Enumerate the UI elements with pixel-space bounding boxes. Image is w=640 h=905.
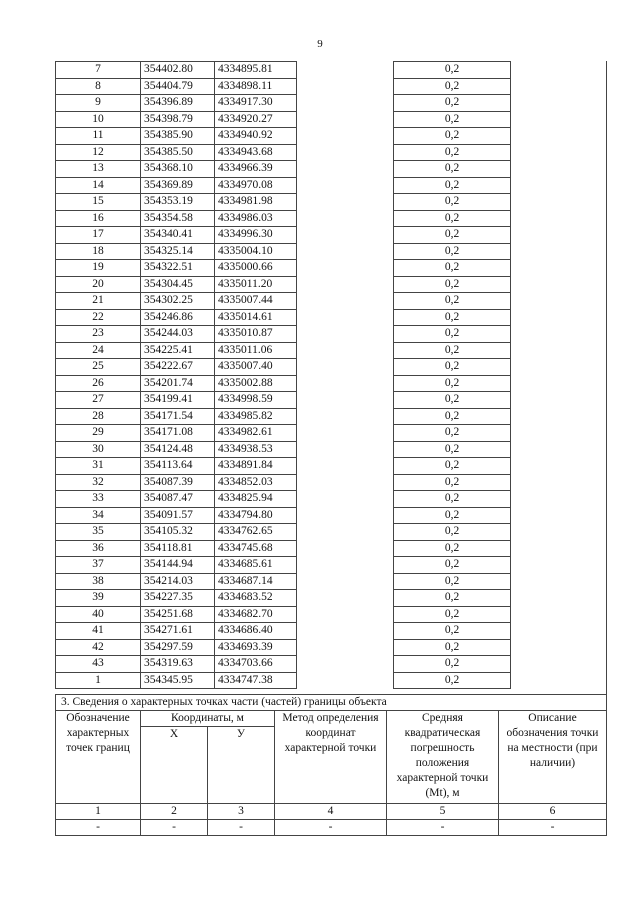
table-row bbox=[56, 441, 618, 458]
description-cell bbox=[511, 458, 618, 475]
accuracy-cell: 0,2 bbox=[394, 227, 511, 244]
empty-data-row bbox=[56, 820, 607, 836]
y-coordinate-cell: 4334825.94 bbox=[215, 491, 297, 508]
y-coordinate-cell: 4335007.40 bbox=[215, 359, 297, 376]
table-row bbox=[56, 177, 618, 194]
method-cell bbox=[297, 375, 394, 392]
table-row bbox=[56, 408, 618, 425]
table-row bbox=[56, 672, 618, 689]
description-cell bbox=[511, 557, 618, 574]
y-coordinate-cell: 4334852.03 bbox=[215, 474, 297, 491]
point-number-cell: 38 bbox=[56, 573, 141, 590]
x-coordinate-cell: 354354.58 bbox=[141, 210, 215, 227]
method-cell bbox=[297, 392, 394, 409]
x-coordinate-cell: 354201.74 bbox=[141, 375, 215, 392]
accuracy-cell: 0,2 bbox=[394, 656, 511, 673]
point-number-cell: 24 bbox=[56, 342, 141, 359]
y-coordinate-cell: 4334940.92 bbox=[215, 128, 297, 145]
method-cell bbox=[297, 243, 394, 260]
point-number-cell: 17 bbox=[56, 227, 141, 244]
point-number-cell: 23 bbox=[56, 326, 141, 343]
accuracy-cell: 0,2 bbox=[394, 392, 511, 409]
method-cell bbox=[297, 326, 394, 343]
header-method: Метод определения координат характерной точки bbox=[275, 711, 387, 804]
y-coordinate-cell: 4334981.98 bbox=[215, 194, 297, 211]
method-cell bbox=[297, 623, 394, 640]
method-cell bbox=[297, 573, 394, 590]
description-cell bbox=[511, 293, 618, 310]
point-number-cell: 32 bbox=[56, 474, 141, 491]
accuracy-cell: 0,2 bbox=[394, 62, 511, 79]
y-coordinate-cell: 4335014.61 bbox=[215, 309, 297, 326]
description-cell bbox=[511, 210, 618, 227]
point-number-cell: 33 bbox=[56, 491, 141, 508]
point-number-cell: 28 bbox=[56, 408, 141, 425]
x-coordinate-cell: 354369.89 bbox=[141, 177, 215, 194]
method-cell bbox=[297, 408, 394, 425]
x-coordinate-cell: 354087.47 bbox=[141, 491, 215, 508]
point-number-cell: 30 bbox=[56, 441, 141, 458]
accuracy-cell: 0,2 bbox=[394, 243, 511, 260]
table-row bbox=[56, 375, 618, 392]
point-number-cell: 12 bbox=[56, 144, 141, 161]
point-number-cell: 11 bbox=[56, 128, 141, 145]
method-cell bbox=[297, 590, 394, 607]
accuracy-cell: 0,2 bbox=[394, 408, 511, 425]
y-coordinate-cell: 4335000.66 bbox=[215, 260, 297, 277]
y-coordinate-cell: 4334982.61 bbox=[215, 425, 297, 442]
table-row bbox=[56, 260, 618, 277]
accuracy-cell: 0,2 bbox=[394, 194, 511, 211]
x-coordinate-cell: 354304.45 bbox=[141, 276, 215, 293]
method-cell bbox=[297, 458, 394, 475]
point-number-cell: 18 bbox=[56, 243, 141, 260]
description-cell bbox=[511, 408, 618, 425]
point-number-cell: 19 bbox=[56, 260, 141, 277]
method-cell bbox=[297, 524, 394, 541]
table-row bbox=[56, 524, 618, 541]
x-coordinate-cell: 354297.59 bbox=[141, 639, 215, 656]
table-row bbox=[56, 392, 618, 409]
y-coordinate-cell: 4334686.40 bbox=[215, 623, 297, 640]
method-cell bbox=[297, 95, 394, 112]
x-coordinate-cell: 354322.51 bbox=[141, 260, 215, 277]
table-row bbox=[56, 161, 618, 178]
description-cell bbox=[511, 672, 618, 689]
method-cell bbox=[297, 210, 394, 227]
method-cell bbox=[297, 639, 394, 656]
description-cell bbox=[511, 309, 618, 326]
table-row bbox=[56, 656, 618, 673]
accuracy-cell: 0,2 bbox=[394, 441, 511, 458]
x-coordinate-cell: 354353.19 bbox=[141, 194, 215, 211]
point-number-cell: 35 bbox=[56, 524, 141, 541]
description-cell bbox=[511, 144, 618, 161]
y-coordinate-cell: 4334685.61 bbox=[215, 557, 297, 574]
point-number-cell: 42 bbox=[56, 639, 141, 656]
point-number-cell: 40 bbox=[56, 606, 141, 623]
point-number-cell: 14 bbox=[56, 177, 141, 194]
column-number: 2 bbox=[141, 804, 208, 820]
table-row bbox=[56, 210, 618, 227]
accuracy-cell: 0,2 bbox=[394, 144, 511, 161]
method-cell bbox=[297, 161, 394, 178]
method-cell bbox=[297, 606, 394, 623]
method-cell bbox=[297, 62, 394, 79]
accuracy-cell: 0,2 bbox=[394, 95, 511, 112]
header-y: У bbox=[208, 727, 275, 804]
description-cell bbox=[511, 95, 618, 112]
table-row bbox=[56, 95, 618, 112]
x-coordinate-cell: 354118.81 bbox=[141, 540, 215, 557]
column-number: 5 bbox=[387, 804, 499, 820]
description-cell bbox=[511, 177, 618, 194]
table-row bbox=[56, 540, 618, 557]
description-cell bbox=[511, 260, 618, 277]
accuracy-cell: 0,2 bbox=[394, 260, 511, 277]
description-cell bbox=[511, 623, 618, 640]
table-row bbox=[56, 342, 618, 359]
accuracy-cell: 0,2 bbox=[394, 458, 511, 475]
y-coordinate-cell: 4334687.14 bbox=[215, 573, 297, 590]
description-cell bbox=[511, 161, 618, 178]
accuracy-cell: 0,2 bbox=[394, 161, 511, 178]
x-coordinate-cell: 354325.14 bbox=[141, 243, 215, 260]
table-row bbox=[56, 557, 618, 574]
y-coordinate-cell: 4334891.84 bbox=[215, 458, 297, 475]
y-coordinate-cell: 4335010.87 bbox=[215, 326, 297, 343]
table-row bbox=[56, 111, 618, 128]
y-coordinate-cell: 4334917.30 bbox=[215, 95, 297, 112]
accuracy-cell: 0,2 bbox=[394, 128, 511, 145]
y-coordinate-cell: 4335002.88 bbox=[215, 375, 297, 392]
point-number-cell: 41 bbox=[56, 623, 141, 640]
method-cell bbox=[297, 491, 394, 508]
method-cell bbox=[297, 309, 394, 326]
point-number-cell: 31 bbox=[56, 458, 141, 475]
empty-cell: - bbox=[56, 820, 141, 836]
x-coordinate-cell: 354385.50 bbox=[141, 144, 215, 161]
header-coordinates: Координаты, м bbox=[141, 711, 275, 727]
description-cell bbox=[511, 392, 618, 409]
method-cell bbox=[297, 672, 394, 689]
table-row bbox=[56, 590, 618, 607]
page-number: 9 bbox=[317, 38, 323, 50]
table-row bbox=[56, 293, 618, 310]
x-coordinate-cell: 354345.95 bbox=[141, 672, 215, 689]
section3-title: 3. Сведения о характерных точках части (частей) границы объекта bbox=[56, 695, 607, 711]
accuracy-cell: 0,2 bbox=[394, 342, 511, 359]
table-row bbox=[56, 276, 618, 293]
header-x: Х bbox=[141, 727, 208, 804]
accuracy-cell: 0,2 bbox=[394, 309, 511, 326]
accuracy-cell: 0,2 bbox=[394, 375, 511, 392]
y-coordinate-cell: 4334895.81 bbox=[215, 62, 297, 79]
point-number-cell: 20 bbox=[56, 276, 141, 293]
accuracy-cell: 0,2 bbox=[394, 293, 511, 310]
y-coordinate-cell: 4334943.68 bbox=[215, 144, 297, 161]
x-coordinate-cell: 354171.54 bbox=[141, 408, 215, 425]
y-coordinate-cell: 4334920.27 bbox=[215, 111, 297, 128]
x-coordinate-cell: 354171.08 bbox=[141, 425, 215, 442]
y-coordinate-cell: 4334682.70 bbox=[215, 606, 297, 623]
accuracy-cell: 0,2 bbox=[394, 177, 511, 194]
description-cell bbox=[511, 342, 618, 359]
y-coordinate-cell: 4334970.08 bbox=[215, 177, 297, 194]
x-coordinate-cell: 354319.63 bbox=[141, 656, 215, 673]
accuracy-cell: 0,2 bbox=[394, 425, 511, 442]
x-coordinate-cell: 354385.90 bbox=[141, 128, 215, 145]
accuracy-cell: 0,2 bbox=[394, 474, 511, 491]
description-cell bbox=[511, 128, 618, 145]
x-coordinate-cell: 354368.10 bbox=[141, 161, 215, 178]
description-cell bbox=[511, 507, 618, 524]
accuracy-cell: 0,2 bbox=[394, 491, 511, 508]
column-number: 4 bbox=[275, 804, 387, 820]
method-cell bbox=[297, 342, 394, 359]
x-coordinate-cell: 354302.25 bbox=[141, 293, 215, 310]
y-coordinate-cell: 4334938.53 bbox=[215, 441, 297, 458]
column-number: 1 bbox=[56, 804, 141, 820]
method-cell bbox=[297, 656, 394, 673]
accuracy-cell: 0,2 bbox=[394, 672, 511, 689]
point-number-cell: 13 bbox=[56, 161, 141, 178]
x-coordinate-cell: 354244.03 bbox=[141, 326, 215, 343]
method-cell bbox=[297, 177, 394, 194]
empty-cell: - bbox=[275, 820, 387, 836]
table-row bbox=[56, 425, 618, 442]
description-cell bbox=[511, 474, 618, 491]
description-cell bbox=[511, 276, 618, 293]
accuracy-cell: 0,2 bbox=[394, 557, 511, 574]
accuracy-cell: 0,2 bbox=[394, 623, 511, 640]
point-number-cell: 34 bbox=[56, 507, 141, 524]
y-coordinate-cell: 4334996.30 bbox=[215, 227, 297, 244]
description-cell bbox=[511, 243, 618, 260]
method-cell bbox=[297, 425, 394, 442]
x-coordinate-cell: 354113.64 bbox=[141, 458, 215, 475]
accuracy-cell: 0,2 bbox=[394, 573, 511, 590]
table-row bbox=[56, 359, 618, 376]
method-cell bbox=[297, 78, 394, 95]
y-coordinate-cell: 4334985.82 bbox=[215, 408, 297, 425]
table-row bbox=[56, 128, 618, 145]
accuracy-cell: 0,2 bbox=[394, 210, 511, 227]
table-row bbox=[56, 62, 618, 79]
point-number-cell: 7 bbox=[56, 62, 141, 79]
point-number-cell: 15 bbox=[56, 194, 141, 211]
table-right-border bbox=[606, 61, 607, 694]
x-coordinate-cell: 354144.94 bbox=[141, 557, 215, 574]
x-coordinate-cell: 354214.03 bbox=[141, 573, 215, 590]
column-number-row bbox=[56, 804, 607, 820]
accuracy-cell: 0,2 bbox=[394, 276, 511, 293]
y-coordinate-cell: 4335011.06 bbox=[215, 342, 297, 359]
y-coordinate-cell: 4334747.38 bbox=[215, 672, 297, 689]
x-coordinate-cell: 354199.41 bbox=[141, 392, 215, 409]
x-coordinate-cell: 354087.39 bbox=[141, 474, 215, 491]
point-number-cell: 27 bbox=[56, 392, 141, 409]
point-number-cell: 39 bbox=[56, 590, 141, 607]
description-cell bbox=[511, 326, 618, 343]
description-cell bbox=[511, 359, 618, 376]
point-number-cell: 43 bbox=[56, 656, 141, 673]
description-cell bbox=[511, 227, 618, 244]
point-number-cell: 29 bbox=[56, 425, 141, 442]
description-cell bbox=[511, 111, 618, 128]
table-row bbox=[56, 309, 618, 326]
x-coordinate-cell: 354105.32 bbox=[141, 524, 215, 541]
table-row bbox=[56, 326, 618, 343]
y-coordinate-cell: 4334966.39 bbox=[215, 161, 297, 178]
point-number-cell: 26 bbox=[56, 375, 141, 392]
table-row bbox=[56, 78, 618, 95]
header-description: Описание обозначения точки на местности (при наличии) bbox=[499, 711, 607, 804]
description-cell bbox=[511, 606, 618, 623]
accuracy-cell: 0,2 bbox=[394, 590, 511, 607]
x-coordinate-cell: 354402.80 bbox=[141, 62, 215, 79]
method-cell bbox=[297, 276, 394, 293]
description-cell bbox=[511, 573, 618, 590]
y-coordinate-cell: 4335004.10 bbox=[215, 243, 297, 260]
method-cell bbox=[297, 194, 394, 211]
empty-cell: - bbox=[208, 820, 275, 836]
table-row bbox=[56, 623, 618, 640]
header-designation: Обозначение характерных точек границ bbox=[56, 711, 141, 804]
section3-table bbox=[55, 694, 607, 836]
point-number-cell: 16 bbox=[56, 210, 141, 227]
accuracy-cell: 0,2 bbox=[394, 111, 511, 128]
y-coordinate-cell: 4334998.59 bbox=[215, 392, 297, 409]
method-cell bbox=[297, 507, 394, 524]
point-number-cell: 8 bbox=[56, 78, 141, 95]
method-cell bbox=[297, 128, 394, 145]
x-coordinate-cell: 354246.86 bbox=[141, 309, 215, 326]
point-number-cell: 36 bbox=[56, 540, 141, 557]
table-row bbox=[56, 606, 618, 623]
point-number-cell: 9 bbox=[56, 95, 141, 112]
accuracy-cell: 0,2 bbox=[394, 639, 511, 656]
description-cell bbox=[511, 62, 618, 79]
accuracy-cell: 0,2 bbox=[394, 507, 511, 524]
x-coordinate-cell: 354251.68 bbox=[141, 606, 215, 623]
description-cell bbox=[511, 441, 618, 458]
y-coordinate-cell: 4335007.44 bbox=[215, 293, 297, 310]
x-coordinate-cell: 354398.79 bbox=[141, 111, 215, 128]
y-coordinate-cell: 4334898.11 bbox=[215, 78, 297, 95]
method-cell bbox=[297, 441, 394, 458]
method-cell bbox=[297, 293, 394, 310]
x-coordinate-cell: 354271.61 bbox=[141, 623, 215, 640]
x-coordinate-cell: 354396.89 bbox=[141, 95, 215, 112]
x-coordinate-cell: 354404.79 bbox=[141, 78, 215, 95]
method-cell bbox=[297, 359, 394, 376]
description-cell bbox=[511, 491, 618, 508]
header-accuracy: Средняя квадратическая погрешность положения характерной точки (Mt), м bbox=[387, 711, 499, 804]
y-coordinate-cell: 4334762.65 bbox=[215, 524, 297, 541]
accuracy-cell: 0,2 bbox=[394, 359, 511, 376]
point-number-cell: 37 bbox=[56, 557, 141, 574]
table-row bbox=[56, 458, 618, 475]
method-cell bbox=[297, 540, 394, 557]
description-cell bbox=[511, 590, 618, 607]
coordinates-table bbox=[55, 61, 617, 689]
y-coordinate-cell: 4334986.03 bbox=[215, 210, 297, 227]
description-cell bbox=[511, 656, 618, 673]
x-coordinate-cell: 354340.41 bbox=[141, 227, 215, 244]
table-row bbox=[56, 639, 618, 656]
column-number: 6 bbox=[499, 804, 607, 820]
x-coordinate-cell: 354225.41 bbox=[141, 342, 215, 359]
y-coordinate-cell: 4334703.66 bbox=[215, 656, 297, 673]
accuracy-cell: 0,2 bbox=[394, 606, 511, 623]
table-row bbox=[56, 144, 618, 161]
accuracy-cell: 0,2 bbox=[394, 540, 511, 557]
y-coordinate-cell: 4334794.80 bbox=[215, 507, 297, 524]
description-cell bbox=[511, 540, 618, 557]
method-cell bbox=[297, 474, 394, 491]
y-coordinate-cell: 4335011.20 bbox=[215, 276, 297, 293]
method-cell bbox=[297, 227, 394, 244]
point-number-cell: 10 bbox=[56, 111, 141, 128]
x-coordinate-cell: 354222.67 bbox=[141, 359, 215, 376]
description-cell bbox=[511, 78, 618, 95]
accuracy-cell: 0,2 bbox=[394, 78, 511, 95]
table-row bbox=[56, 474, 618, 491]
x-coordinate-cell: 354227.35 bbox=[141, 590, 215, 607]
y-coordinate-cell: 4334683.52 bbox=[215, 590, 297, 607]
y-coordinate-cell: 4334745.68 bbox=[215, 540, 297, 557]
table-row bbox=[56, 243, 618, 260]
description-cell bbox=[511, 375, 618, 392]
table-row bbox=[56, 507, 618, 524]
point-number-cell: 21 bbox=[56, 293, 141, 310]
empty-cell: - bbox=[387, 820, 499, 836]
point-number-cell: 25 bbox=[56, 359, 141, 376]
description-cell bbox=[511, 639, 618, 656]
column-number: 3 bbox=[208, 804, 275, 820]
description-cell bbox=[511, 194, 618, 211]
accuracy-cell: 0,2 bbox=[394, 524, 511, 541]
x-coordinate-cell: 354124.48 bbox=[141, 441, 215, 458]
empty-cell: - bbox=[499, 820, 607, 836]
accuracy-cell: 0,2 bbox=[394, 326, 511, 343]
description-cell bbox=[511, 425, 618, 442]
method-cell bbox=[297, 111, 394, 128]
table-row bbox=[56, 573, 618, 590]
method-cell bbox=[297, 260, 394, 277]
x-coordinate-cell: 354091.57 bbox=[141, 507, 215, 524]
point-number-cell: 22 bbox=[56, 309, 141, 326]
description-cell bbox=[511, 524, 618, 541]
table-row bbox=[56, 194, 618, 211]
table-row bbox=[56, 491, 618, 508]
y-coordinate-cell: 4334693.39 bbox=[215, 639, 297, 656]
method-cell bbox=[297, 557, 394, 574]
method-cell bbox=[297, 144, 394, 161]
empty-cell: - bbox=[141, 820, 208, 836]
table-row bbox=[56, 227, 618, 244]
point-number-cell: 1 bbox=[56, 672, 141, 689]
